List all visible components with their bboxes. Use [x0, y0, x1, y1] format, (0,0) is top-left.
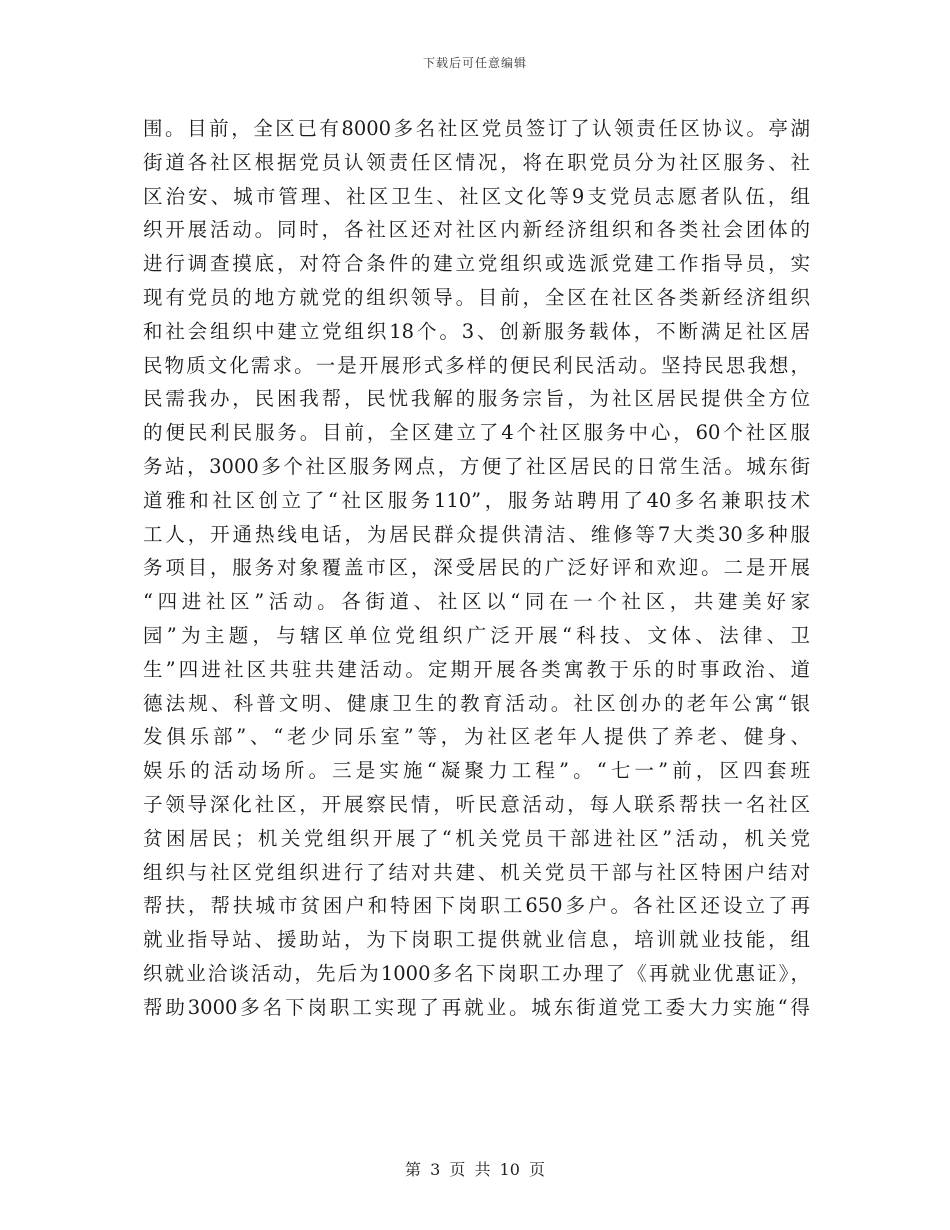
text-line: 民需我办，民困我帮，民忧我解的服务宗旨，为社区居民提供全方位 — [143, 387, 810, 411]
text-line: 民物质文化需求。一是开展形式多样的便民利民活动。坚持民思我想， — [143, 353, 810, 377]
text-line: 进行调查摸底，对符合条件的建立党组织或选派党建工作指导员，实 — [143, 252, 810, 276]
text-line: “四进社区”活动。各街道、社区以“同在一个社区，共建美好家 — [143, 590, 810, 614]
text-line: 发俱乐部”、“老少同乐室”等，为社区老年人提供了养老、健身、 — [143, 725, 810, 749]
text-line: 园”为主题，与辖区单位党组织广泛开展“科技、文体、法律、卫 — [143, 623, 810, 647]
text-line: 帮扶，帮扶城市贫困户和特困下岗职工650多户。各社区还设立了再 — [143, 894, 810, 918]
text-line: 娱乐的活动场所。三是实施“凝聚力工程”。“七一”前，区四套班 — [143, 759, 810, 783]
text-line: 生”四进社区共驻共建活动。定期开展各类寓教于乐的时事政治、道 — [143, 657, 810, 681]
text-line: 和社会组织中建立党组织18个。3、创新服务载体，不断满足社区居 — [143, 319, 810, 343]
text-line: 道雅和社区创立了“社区服务110”，服务站聘用了40多名兼职技术 — [143, 488, 810, 512]
text-line: 工人，开通热线电话，为居民群众提供清洁、维修等7大类30多种服 — [143, 522, 810, 546]
text-line: 子领导深化社区，开展察民情，听民意活动，每人联系帮扶一名社区 — [143, 792, 810, 816]
text-line: 织就业洽谈活动，先后为1000多名下岗职工办理了《再就业优惠证》， — [143, 961, 810, 985]
header-note: 下载后可任意编辑 — [422, 56, 527, 70]
text-line: 织开展活动。同时，各社区还对社区内新经济组织和各类社会团体的 — [143, 218, 810, 242]
text-line: 就业指导站、援助站，为下岗职工提供就业信息，培训就业技能，组 — [143, 928, 810, 952]
text-line: 街道各社区根据党员认领责任区情况，将在职党员分为社区服务、社 — [143, 150, 810, 174]
text-line: 务站，3000多个社区服务网点，方便了社区居民的日常生活。城东街 — [143, 454, 810, 478]
text-line: 区治安、城市管理、社区卫生、社区文化等9支党员志愿者队伍，组 — [143, 184, 810, 208]
page-number: 第 3 页 共 10 页 — [405, 1160, 545, 1179]
text-line: 务项目，服务对象覆盖市区，深受居民的广泛好评和欢迎。二是开展 — [143, 556, 810, 580]
text-line: 帮助3000多名下岗职工实现了再就业。城东街道党工委大力实施“得 — [143, 995, 810, 1019]
text-line: 现有党员的地方就党的组织领导。目前，全区在社区各类新经济组织 — [143, 285, 810, 309]
body-text — [143, 112, 810, 1025]
text-line: 围。目前，全区已有8000多名社区党员签订了认领责任区协议。亭湖 — [143, 117, 810, 140]
text-line: 德法规、科普文明、健康卫生的教育活动。社区创办的老年公寓“银 — [143, 691, 810, 715]
text-line: 贫困居民；机关党组织开展了“机关党员干部进社区”活动，机关党 — [143, 826, 810, 850]
text-line: 的便民利民服务。目前，全区建立了4个社区服务中心，60个社区服 — [143, 421, 810, 445]
text-line: 组织与社区党组织进行了结对共建、机关党员干部与社区特困户结对 — [143, 860, 810, 884]
